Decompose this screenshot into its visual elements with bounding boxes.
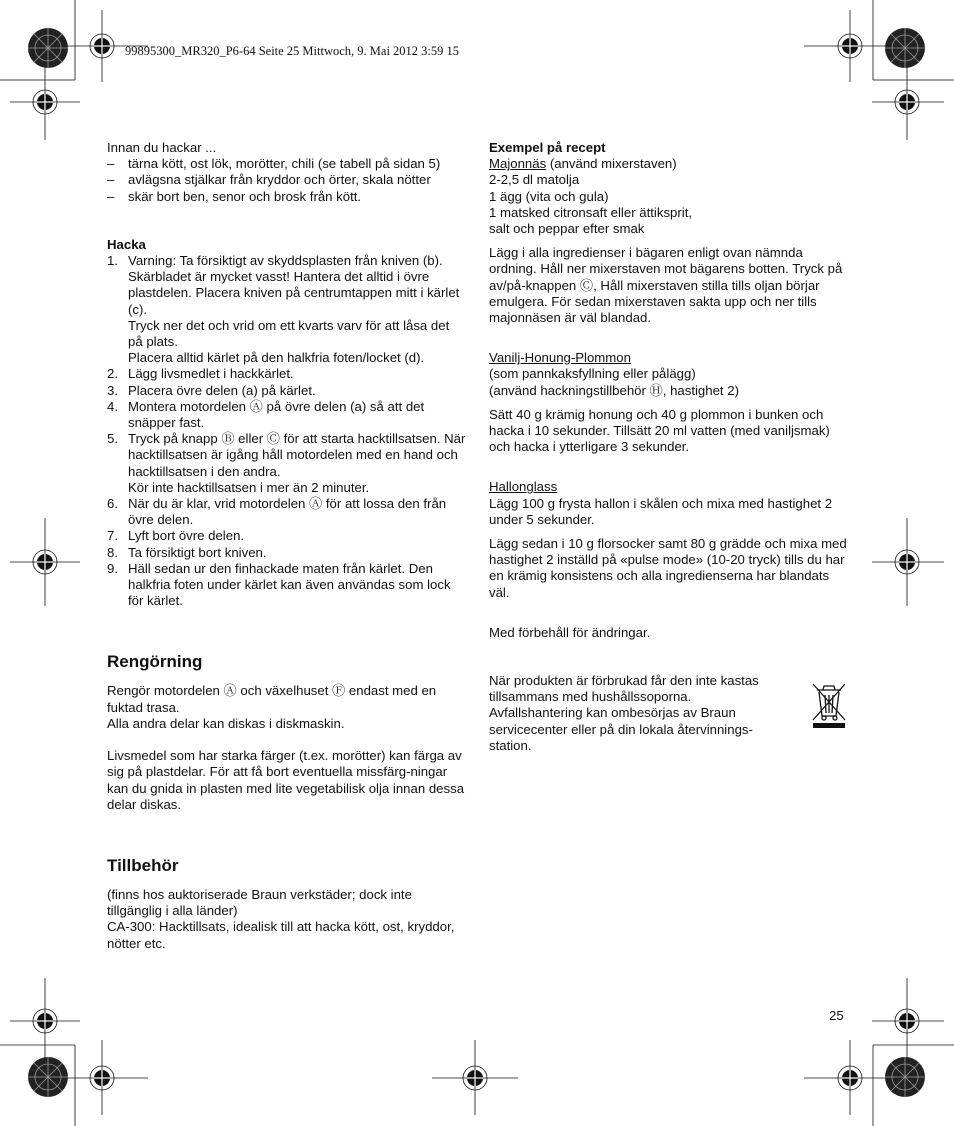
disposal-text: När produkten är förbrukad får den inte kastas tillsammans med hushållssoporna. Avfallshantering kan ombesörjas av Braun servicecenter eller på din lokala återvinnings-station.: [489, 673, 759, 753]
hallon-text: Lägg 100 g frysta hallon i skålen och mixa med hastighet 2 under 5 sekunder.: [489, 495, 833, 527]
vanilj-note: (använd hackningstillbehör Ⓗ, hastighet 2): [489, 382, 739, 398]
accessories-paragraph: CA-300: Hacktillsats, idealisk till att hacka kött, ost, kryddor, nötter etc.: [107, 919, 455, 951]
recipe-title: Exempel på recept: [489, 140, 606, 155]
hacka-step: 6. När du är klar, vrid motordelen Ⓐ för att lossa den från övre delen.: [107, 496, 447, 528]
cleaning-paragraph: Livsmedel som har starka färger (t.ex. morötter) kan färga av sig på plastdelar. För att få bort eventuella missfärg-ningar kan du gnida in plasten med lite vegetabilisk olja innan dessa delar diskas.: [107, 748, 465, 812]
hallon-text: Lägg sedan i 10 g florsocker samt 80 g grädde och mixa med hastighet 2 inställd på «pulse mode» (10-20 tryck) tills du har en krämig konsistens och alla ingredienserna har blandats väl.: [489, 536, 847, 600]
mayo-ingredient: 2-2,5 dl matolja: [489, 172, 580, 188]
hacka-step: 9. Häll sedan ur den finhackade maten från kärlet. Den halkfria foten under kärlet kan även användas som lock för kärlet.: [107, 560, 451, 609]
hacka-step: 3. Placera övre delen (a) på kärlet.: [107, 382, 316, 398]
hacka-step: 5. Tryck på knapp Ⓑ eller Ⓒ för att starta hacktillsatsen. När hacktillsatsen är igång håll motordelen med en hand och hacktillsatsen i den andra. Kör inte hacktillsatsen i mer än 2 minuter.: [107, 431, 466, 495]
mayo-ingredient: 1 matsked citronsaft eller ättiksprit,: [489, 204, 693, 220]
mayo-heading: Majonnäs (använd mixerstaven): [489, 156, 677, 172]
vanilj-heading: Vanilj-Honung-Plommon: [489, 350, 631, 366]
intro-item: – tärna kött, ost lök, morötter, chili (se tabell på sidan 5): [107, 156, 441, 172]
accessories-heading: Tillbehör: [107, 855, 179, 875]
hacka-step: 8. Ta försiktigt bort kniven.: [107, 544, 267, 560]
cleaning-paragraph: Rengör motordelen Ⓐ och växelhuset Ⓕ endast med en fuktad trasa.: [107, 683, 437, 715]
vanilj-note: (som pannkaksfyllning eller pålägg): [489, 366, 696, 382]
hacka-title: Hacka: [107, 236, 146, 252]
cleaning-heading: Rengörning: [107, 652, 203, 672]
reservation-note: Med förbehåll för ändringar.: [489, 624, 651, 640]
print-header: 99895300_MR320_P6-64 Seite 25 Mittwoch, 9. Mai 2012 3:59 15: [125, 44, 460, 58]
left-column: [107, 140, 467, 952]
page-number: 25: [829, 1008, 844, 1023]
right-column: [489, 140, 849, 754]
accessories-paragraph: (finns hos auktoriserade Braun verkstäder; dock inte tillgänglig i alla länder): [107, 886, 412, 919]
crossed-bin-icon: [809, 680, 849, 730]
hallon-heading: Hallonglass: [489, 479, 558, 495]
vanilj-text: Sätt 40 g krämig honung och 40 g plommon i bunken och hacka i 10 sekunder. Tillsätt 20 ml vatten (med vaniljsmak) och hacka i ytterligare 3 sekunder.: [489, 406, 830, 455]
mayo-ingredient: 1 ägg (vita och gula): [489, 188, 609, 204]
intro-title: Innan du hackar ...: [107, 140, 217, 155]
mayo-ingredient: salt och peppar efter smak: [489, 221, 645, 237]
hacka-step: 7. Lyft bort övre delen.: [107, 528, 245, 544]
hacka-step: 2. Lägg livsmedlet i hackkärlet.: [107, 366, 294, 382]
cleaning-paragraph: Alla andra delar kan diskas i diskmaskin.: [107, 715, 345, 731]
intro-item: – avlägsna stjälkar från kryddor och örter, skala nötter: [107, 172, 431, 188]
hacka-step: 4. Montera motordelen Ⓐ på övre delen (a) så att det snäpper fast.: [107, 398, 425, 431]
hacka-step: 1. Varning: Ta försiktigt av skyddsplasten från kniven (b). Skärbladet är mycket vasst! Hantera det alltid i övre plastdelen. Placera kniven på centrumtappen mitt i kärlet (c). Tryck ner det och vrid om ett kvarts varv för att låsa det på plats. Placera alltid kärlet på den halkfria foten/locket (d).: [107, 253, 460, 366]
intro-item: – skär bort ben, senor och brosk från kött.: [107, 188, 362, 204]
mayo-text: Lägg i alla ingredienser i bägaren enligt ovan nämnda ordning. Håll ner mixerstaven mot bägarens botten. Tryck på av/på-knappen Ⓒ, Håll mixerstaven stilla tills oljan börjar emulgera. För sedan mixerstaven sakta upp och ner tills majonnäsen är väl blandad.: [489, 245, 843, 326]
